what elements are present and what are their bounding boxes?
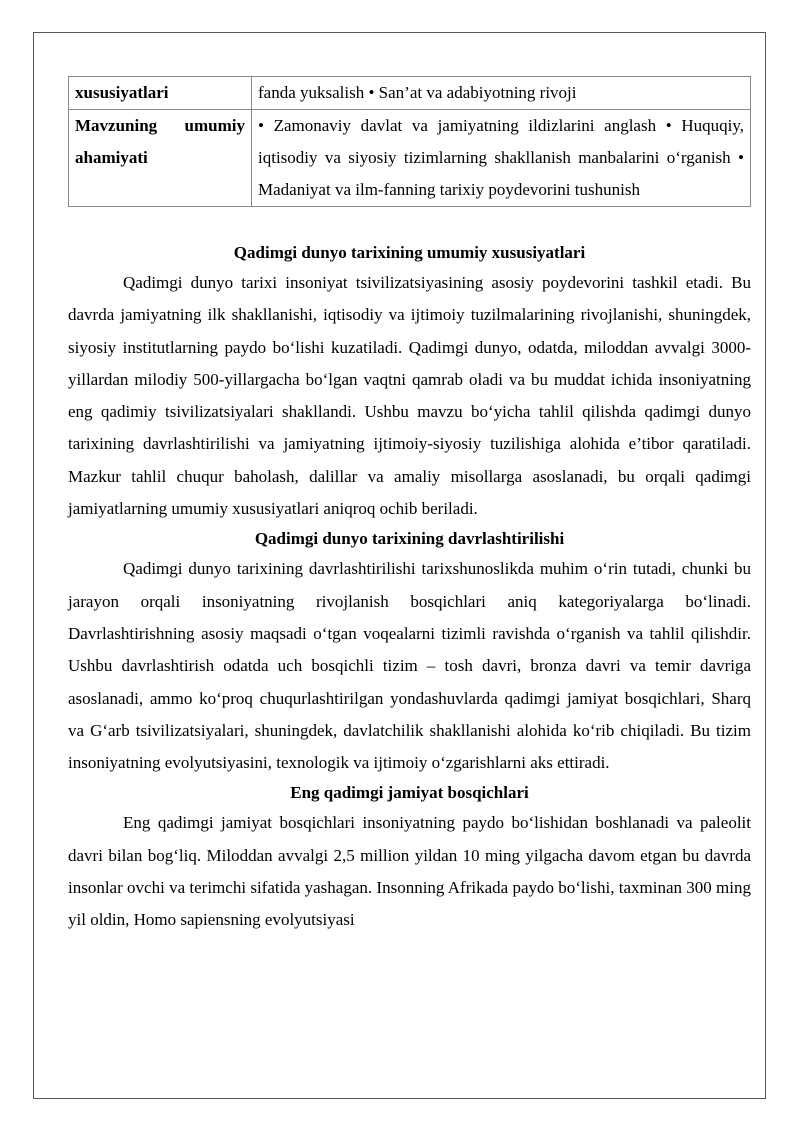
summary-table	[68, 76, 751, 207]
table-cell-value: • Zamonaviy davlat va jamiyatning ildizlarini anglash • Huquqiy, iqtisodiy va siyosiy tizimlarning shakllanish manbalarini o‘rganish • Madaniyat va ilm-fanning tarixiy poydevorini tushunish	[252, 110, 751, 207]
paragraph-continues	[68, 807, 751, 1022]
section-heading: Eng qadimgi jamiyat bosqichlari	[290, 783, 529, 803]
section-heading: Qadimgi dunyo tarixining umumiy xususiyatlari	[233, 243, 586, 262]
table-cell-label: xususiyatlari	[69, 77, 252, 110]
section-paragraph: Eng qadimgi jamiyat bosqichlari insoniyatning paydo bo‘lishidan boshlanadi va paleolit davri bilan bog‘liq. Miloddan avvalgi 2,5 million yildan 10 ming yilgacha davom etgan bu davrda insonlar ovchi va terimchi sifatida yashagan. Insonning Afrikada paydo bo‘lishi, taxminan 300 ming yil oldin, Homo sapiensning evolyutsiyasi	[68, 813, 751, 930]
table-cell-value: fanda yuksalish • San’at va adabiyotning rivoji	[252, 77, 751, 110]
table-cell-label: Mavzuning umumiy ahamiyati	[69, 110, 252, 207]
table-row	[69, 77, 751, 110]
section-heading: Qadimgi dunyo tarixining davrlashtirilishi	[254, 529, 565, 549]
section-paragraph: Qadimgi dunyo tarixi insoniyat tsivilizatsiyasining asosiy poydevorini tashkil etadi. Bu davrda jamiyatning ilk shakllanishi, iqtisodiy va ijtimoiy tuzilmalarining rivojlanishi, shuningdek, siyosiy institutlarning paydo bo‘lishi kuzatiladi. Qadimgi dunyo, odatda, miloddan avvalgi 3000-yillardan milodiy 500-yillargacha bo‘lgan vaqtni qamrab oladi va bu muddat ichida insoniyatning eng qadimiy tsivilizatsiyalari shakllandi. Ushbu mavzu bo‘yicha tahlil qilishda qadimgi dunyo tarixining davrlashtirilishi va jamiyatning ijtimoiy-siyosiy tuzilishiga alohida e’tibor qaratiladi. Mazkur tahlil chuqur baholash, dalillar va amaliy misollarga asoslanadi, bu orqali qadimgi jamiyatlarning umumiy xususiyatlari aniqroq ochib beriladi.	[68, 273, 751, 519]
table-row	[69, 110, 751, 207]
section-paragraph: Qadimgi dunyo tarixining davrlashtirilishi tarixshunoslikda muhim o‘rin tutadi, chunki bu jarayon orqali insoniyatning rivojlanish bosqichlari aniq kategoriyalarga bo‘linadi. Davrlashtirishning asosiy maqsadi o‘tgan voqealarni tizimli ravishda o‘rganish va tahlil qilishdir. Ushbu davrlashtirish odatda uch bosqichli tizim – tosh davri, bronza davri va temir davriga asoslanadi, ammo ko‘proq chuqurlashtirilgan yondashuvlarda qadimgi jamiyat bosqichlari, Sharq va G‘arb tsivilizatsiyalari, shuningdek, davlatchilik shakllanishi alohida ko‘rib chiqiladi. Bu tizim insoniyatning evolyutsiyasini, texnologik va ijtimoiy o‘zgarishlarni aks ettiradi.	[68, 559, 751, 773]
document-body	[68, 76, 751, 1022]
